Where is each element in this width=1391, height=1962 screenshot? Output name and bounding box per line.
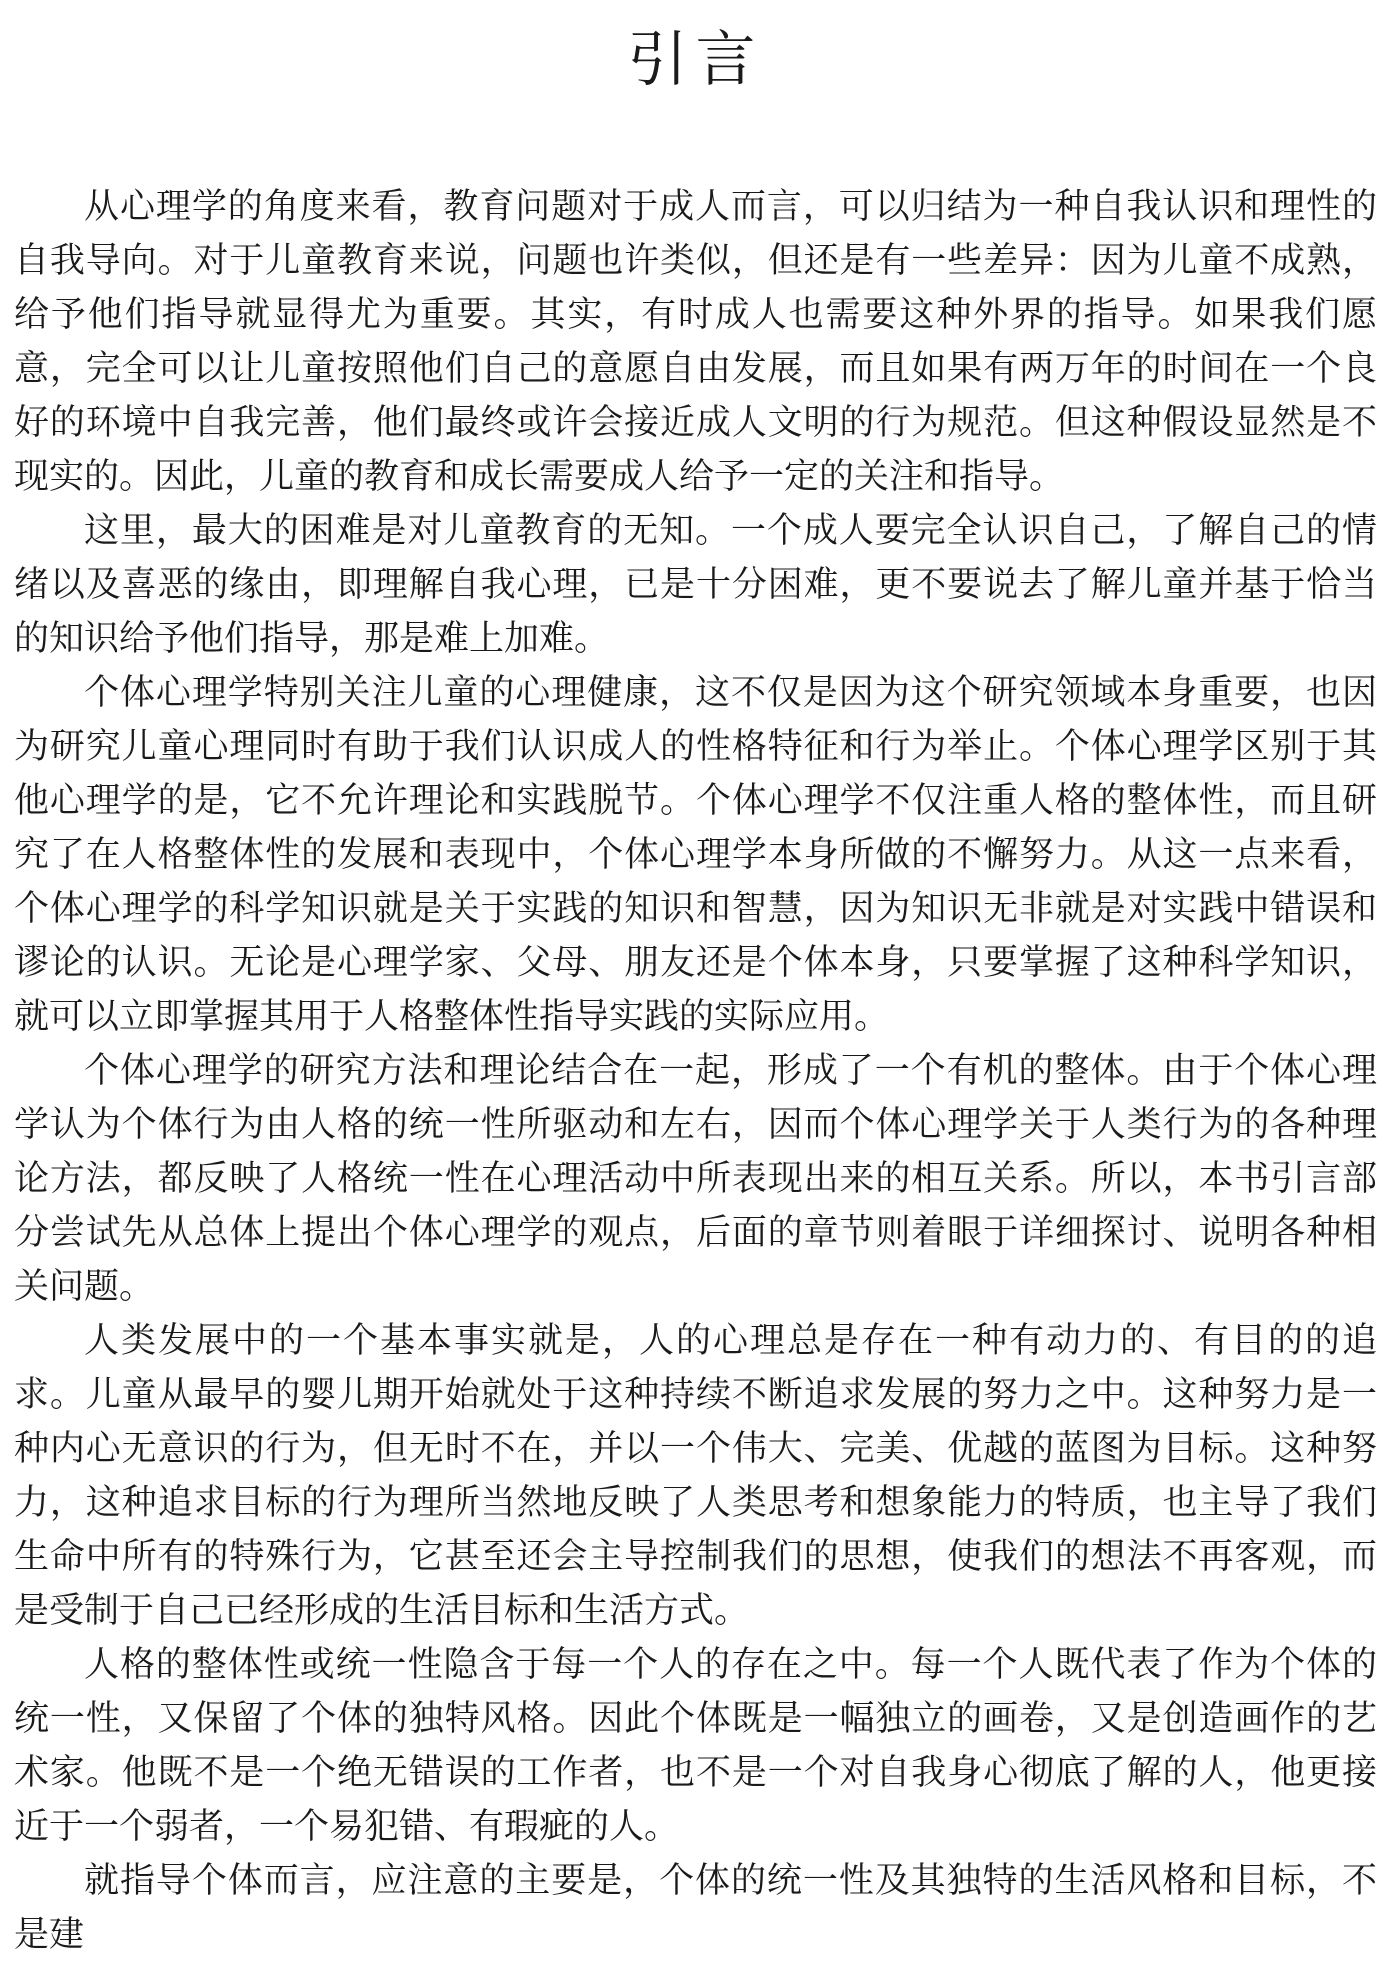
page-title: 引言 (627, 25, 764, 95)
paragraph-4: 个体心理学的研究方法和理论结合在一起，形成了一个有机的整体。由于个体心理学认为个体行为由人格的统一性所驱动和左右，因而个体心理学关于人类行为的各种理论方法，都反映了人格统一性在心理活动中所表现出来的相互关系。所以，本书引言部分尝试先从总体上提出个体心理学的观点，后面的章节则着眼于详细探讨、说明各种相关问题。 (14, 1051, 1377, 1307)
paragraph-2: 这里，最大的困难是对儿童教育的无知。一个成人要完全认识自己，了解自己的情绪以及喜恶的缘由，即理解自我心理，已是十分困难，更不要说去了解儿童并基于恰当的知识给予他们指导，那是难上加难。 (14, 511, 1377, 659)
body-text (14, 180, 1377, 1962)
paragraph-3: 个体心理学特别关注儿童的心理健康，这不仅是因为这个研究领域本身重要，也因为研究儿童心理同时有助于我们认识成人的性格特征和行为举止。个体心理学区别于其他心理学的是，它不允许理论和实践脱节。个体心理学不仅注重人格的整体性，而且研究了在人格整体性的发展和表现中，个体心理学本身所做的不懈努力。从这一点来看，个体心理学的科学知识就是关于实践的知识和智慧，因为知识无非就是对实践中错误和谬论的认识。无论是心理学家、父母、朋友还是个体本身，只要掌握了这种科学知识，就可以立即掌握其用于人格整体性指导实践的实际应用。 (14, 673, 1377, 1037)
paragraph-7: 就指导个体而言，应注意的主要是，个体的统一性及其独特的生活风格和目标，不是建 (14, 1861, 1377, 1955)
paragraph-6: 人格的整体性或统一性隐含于每一个人的存在之中。每一个人既代表了作为个体的统一性，又保留了个体的独特风格。因此个体既是一幅独立的画卷，又是创造画作的艺术家。他既不是一个绝无错误的工作者，也不是一个对自我身心彻底了解的人，他更接近于一个弱者，一个易犯错、有瑕疵的人。 (14, 1645, 1377, 1847)
paragraph-5: 人类发展中的一个基本事实就是，人的心理总是存在一种有动力的、有目的的追求。儿童从最早的婴儿期开始就处于这种持续不断追求发展的努力之中。这种努力是一种内心无意识的行为，但无时不在，并以一个伟大、完美、优越的蓝图为目标。这种努力，这种追求目标的行为理所当然地反映了人类思考和想象能力的特质，也主导了我们生命中所有的特殊行为，它甚至还会主导控制我们的思想，使我们的想法不再客观，而是受制于自己已经形成的生活目标和生活方式。 (14, 1321, 1377, 1631)
paragraph-1: 从心理学的角度来看，教育问题对于成人而言，可以归结为一种自我认识和理性的自我导向。对于儿童教育来说，问题也许类似，但还是有一些差异：因为儿童不成熟，给予他们指导就显得尤为重要。其实，有时成人也需要这种外界的指导。如果我们愿意，完全可以让儿童按照他们自己的意愿自由发展，而且如果有两万年的时间在一个良好的环境中自我完善，他们最终或许会接近成人文明的行为规范。但这种假设显然是不现实的。因此，儿童的教育和成长需要成人给予一定的关注和指导。 (14, 187, 1377, 497)
